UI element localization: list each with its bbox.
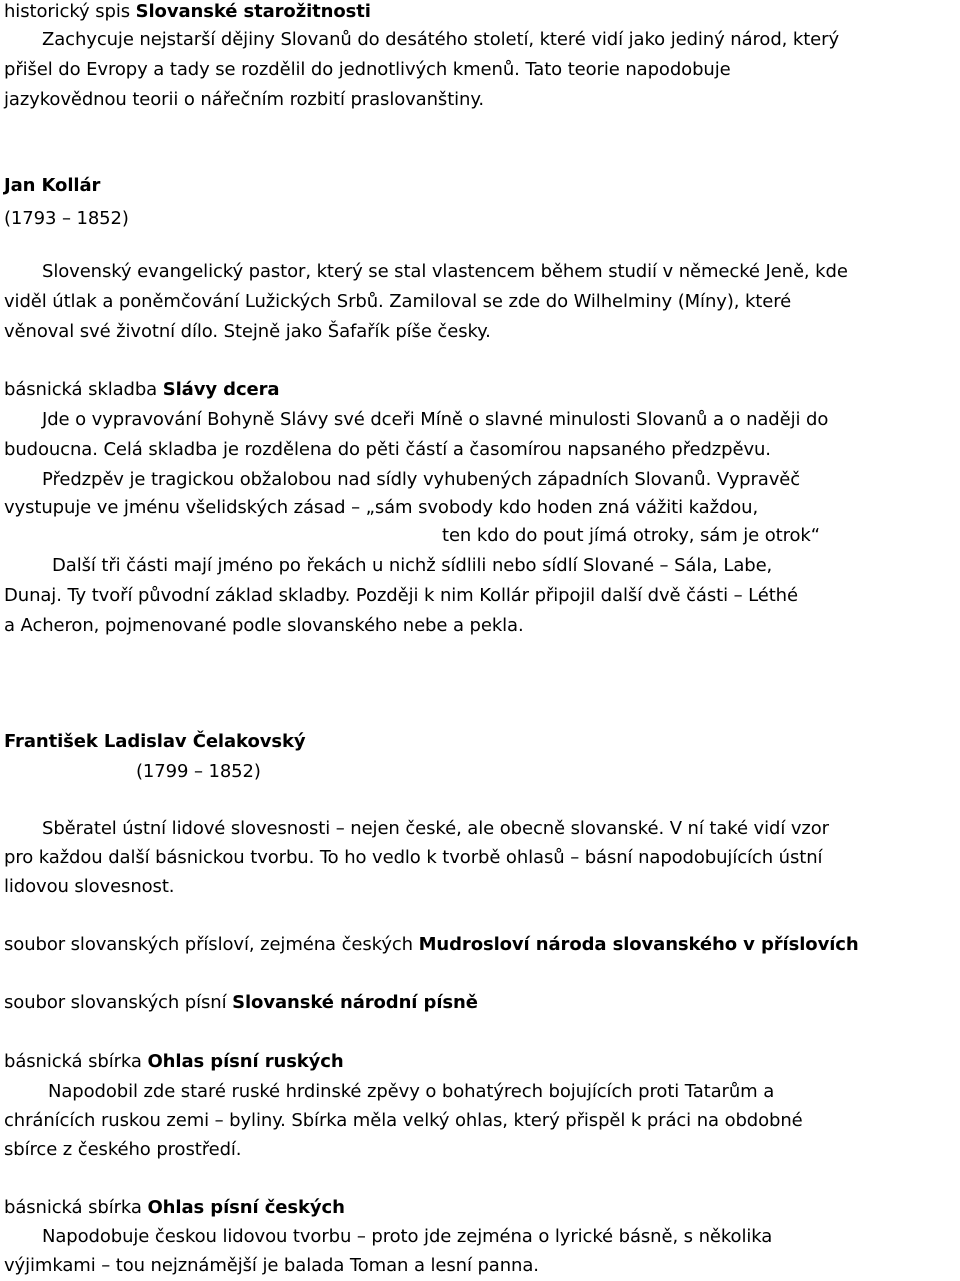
paragraph-line: Předzpěv je tragickou obžalobou nad sídly vyhubených západních Slovanů. Vypravěč [42,469,801,490]
work-title: Slovanské starožitnosti [135,1,371,22]
work-type-label: básnická skladba [4,379,158,400]
work-type-label: básnická sbírka [4,1051,142,1072]
author-name-text: František Ladislav Čelakovský [4,731,306,752]
work-title: Mudrosloví národa slovanského v příslovích [418,934,859,955]
paragraph-line: Další tři části mají jméno po řekách u nichž sídlili nebo sídlí Slované – Sála, Labe, [52,555,773,576]
paragraph-line: a Acheron, pojmenované podle slovanského nebe a pekla. [4,615,524,636]
work-heading-mudroslovi [4,933,859,957]
author-bio-line: viděl útlak a poněmčování Lužických Srbů. Zamiloval se zde do Wilhelminy (Míny), které [4,291,792,312]
paragraph-line: Napodobuje českou lidovou tvorbu – proto jde zejména o lyrické básně, s několika [42,1226,773,1247]
work-title: Ohlas písní ruských [147,1051,344,1072]
work-heading-ohlas-ceskych [4,1196,345,1220]
work-type-label: básnická sbírka [4,1197,142,1218]
author-dates: (1793 – 1852) [4,208,129,229]
work-title: Slávy dcera [162,379,280,400]
work-heading-starozitnosti [4,0,371,24]
work-title: Ohlas písní českých [147,1197,345,1218]
author-bio-line: pro každou další básnickou tvorbu. To ho vedlo k tvorbě ohlasů – básní napodobujících ústní [4,847,823,868]
work-heading-ohlas-ruskych [4,1050,344,1074]
paragraph-line: jazykovědnou teorii o nářečním rozbití praslovanštiny. [4,89,484,110]
author-bio-line: lidovou slovesnost. [4,876,175,897]
paragraph-line: ten kdo do pout jímá otroky, sám je otrok“ [442,525,820,546]
author-bio-line: Slovenský evangelický pastor, který se stal vlastencem během studií v německé Jeně, kde [42,261,848,282]
work-type-label: soubor slovanských přísloví, zejména českých [4,934,413,955]
paragraph-line: přišel do Evropy a tady se rozdělil do jednotlivých kmenů. Tato teorie napodobuje [4,59,731,80]
author-name [4,730,305,754]
work-type-label: soubor slovanských písní [4,992,227,1013]
work-heading-slovanske-narodni-pisne [4,991,478,1015]
paragraph-line: Dunaj. Ty tvoří původní základ skladby. Později k nim Kollár připojil další dvě části – Léthé [4,585,798,606]
author-name [4,174,100,198]
author-bio-line: Sběratel ústní lidové slovesnosti – nejen české, ale obecně slovanské. V ní také vidí vzor [42,818,829,839]
work-type-label: historický spis [4,1,130,22]
paragraph-line: výjimkami – tou nejznámější je balada Toman a lesní panna. [4,1255,539,1276]
paragraph-line: Napodobil zde staré ruské hrdinské zpěvy o bohatýrech bojujících proti Tatarům a [48,1081,775,1102]
paragraph-line: chránících ruskou zemi – byliny. Sbírka měla velký ohlas, který přispěl k práci na obdobné [4,1110,803,1131]
paragraph-line: vystupuje ve jménu všelidských zásad – „sám svobody kdo hoden zná vážiti každou, [4,497,759,518]
paragraph-line: budoucna. Celá skladba je rozdělena do pěti částí a časomírou napsaného předzpěvu. [4,439,771,460]
paragraph-line: Jde o vypravování Bohyně Slávy své dceři Míně o slavné minulosti Slovanů a o naději do [42,409,829,430]
work-heading-slavy-dcera [4,378,279,402]
paragraph-line: Zachycuje nejstarší dějiny Slovanů do desátého století, které vidí jako jediný národ, který [42,29,840,50]
paragraph-line: sbírce z českého prostředí. [4,1139,242,1160]
work-title: Slovanské národní písně [232,992,478,1013]
author-name-text: Jan Kollár [4,175,101,196]
author-bio-line: věnoval své životní dílo. Stejně jako Šafařík píše česky. [4,321,491,342]
author-dates: (1799 – 1852) [136,761,261,782]
